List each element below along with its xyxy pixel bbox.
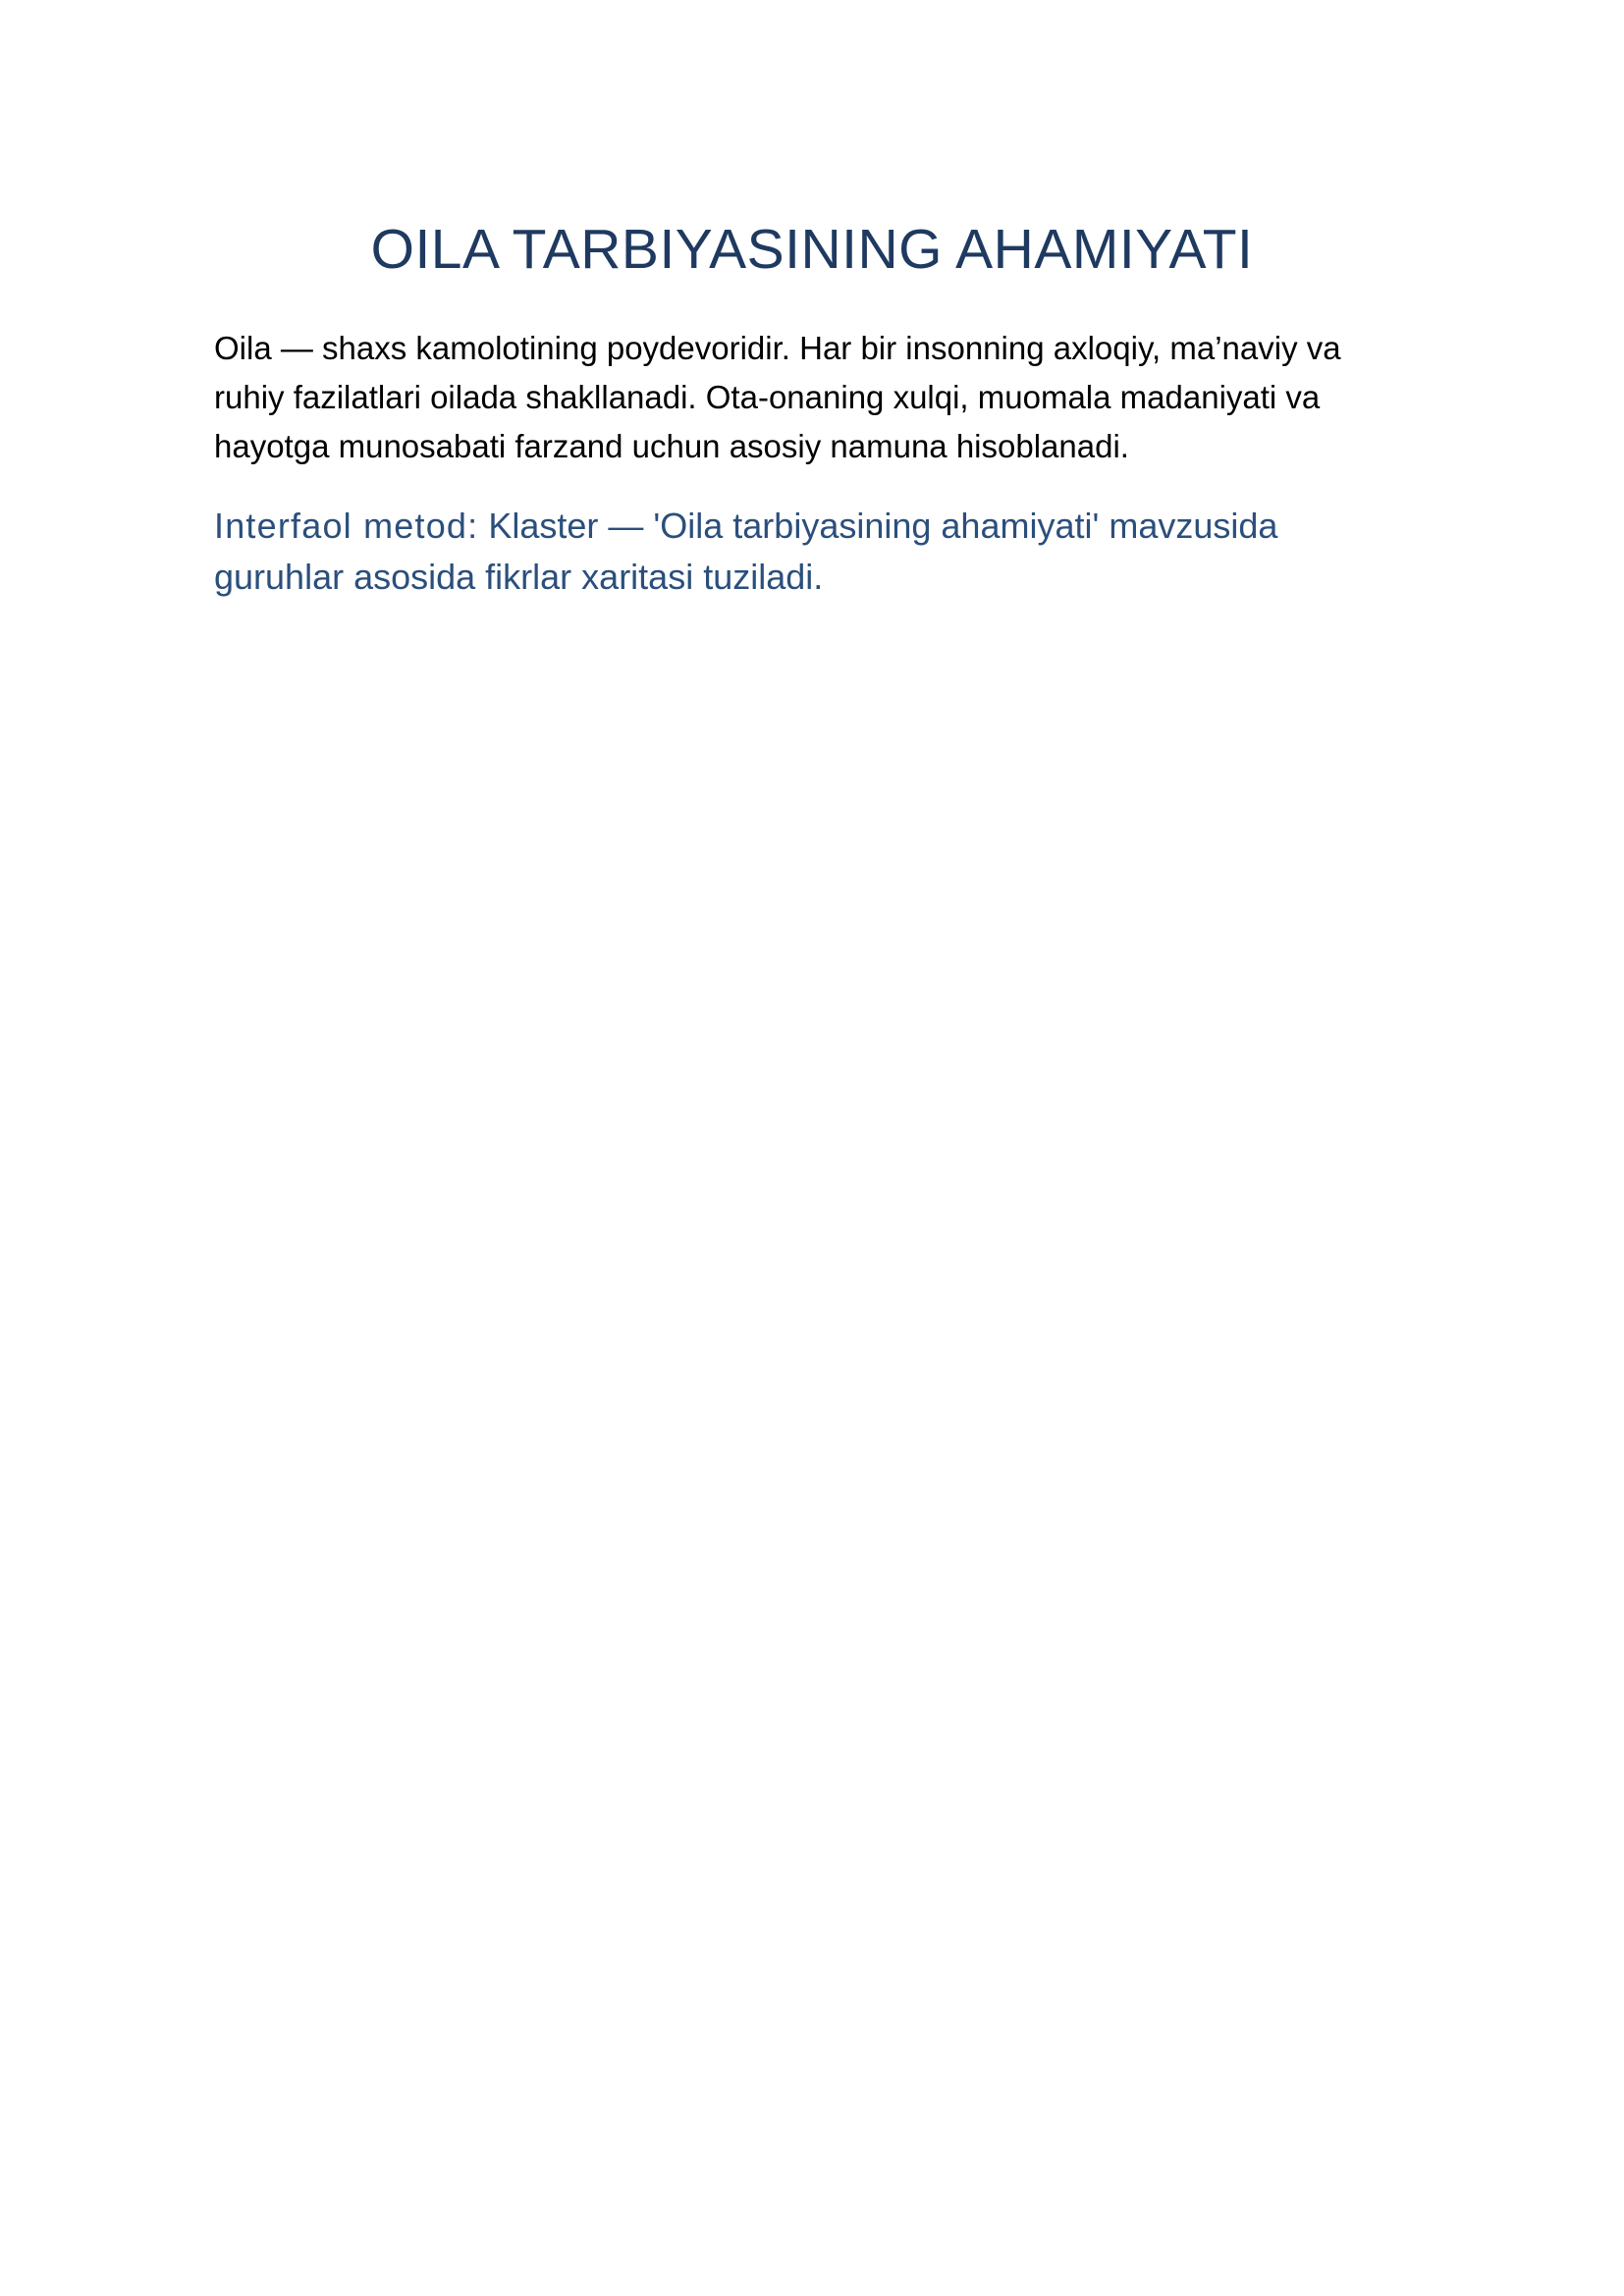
intro-paragraph: Oila — shaxs kamolotining poydevoridir. Har bir insonning axloqiy, ma’naviy va ruhiy fazilatlari oilada shakllanadi. Ota-onaning xulqi, muomala madaniyati va hayotga munosabati farzand uchun asosiy namuna hisoblanadi.: [214, 330, 1341, 464]
method-paragraph: [214, 501, 1410, 603]
document-content: [214, 214, 1410, 603]
method-text: Klaster — 'Oila tarbiyasining ahamiyati' mavzusida guruhlar asosida fikrlar xaritasi tuziladi.: [214, 506, 1278, 597]
document-title: OILA TARBIYASINING AHAMIYATI: [370, 218, 1254, 281]
method-label: Interfaol metod:: [214, 506, 479, 546]
